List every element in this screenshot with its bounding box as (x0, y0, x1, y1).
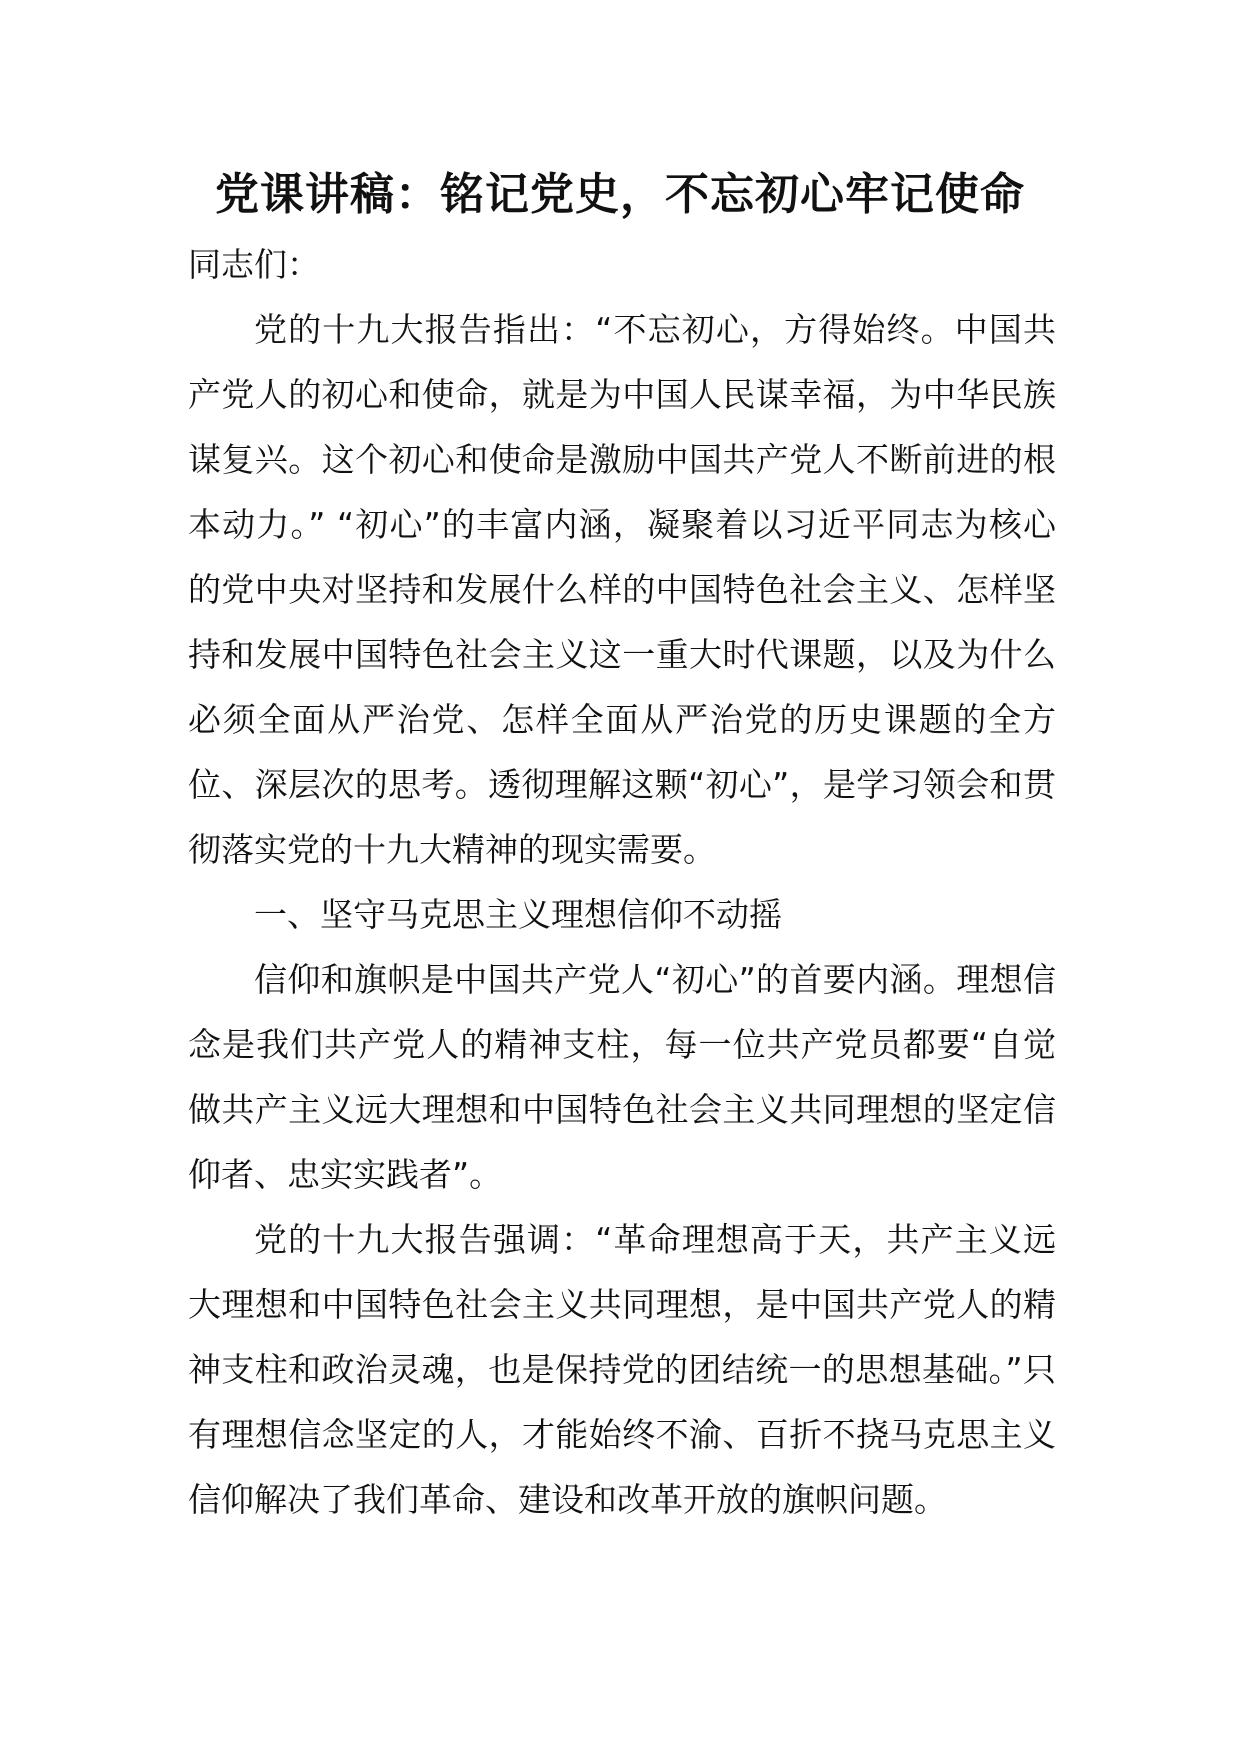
page-title: 党课讲稿：铭记党史，不忘初心牢记使命 (215, 169, 1025, 220)
paragraph: 党的十九大报告强调：“革命理想高于天，共产主义远大理想和中国特色社会主义共同理想，是中国共产党人的精神支柱和政治灵魂，也是保持党的团结统一的思想基础。”只有理想信念坚定的人，才能始终不渝、百折不挠马克思主义信仰解决了我们革命、建设和改革开放的旗帜问题。 (188, 1220, 1056, 1519)
document-body (188, 232, 1056, 1532)
salutation: 同志们： (188, 245, 320, 284)
paragraph: 党的十九大报告指出：“不忘初心，方得始终。中国共产党人的初心和使命，就是为中国人民谋幸福，为中华民族谋复兴。这个初心和使命是激励中国共产党人不断前进的根本动力。” “初心”的丰富内涵，凝聚着以习近平同志为核心的党中央对坚持和发展什么样的中国特色社会主义、怎样坚持和发展中国特色社会主义这一重大时代课题，以及为什么必须全面从严治党、怎样全面从严治党的历史课题的全方位、深层次的思考。透彻理解这颗“初心”，是学习领会和贯彻落实党的十九大精神的现实需要。 (188, 310, 1056, 869)
paragraph: 信仰和旗帜是中国共产党人“初心”的首要内涵。理想信念是我们共产党人的精神支柱，每一位共产党员都要“自觉做共产主义远大理想和中国特色社会主义共同理想的坚定信仰者、忠实实践者”。 (188, 960, 1056, 1194)
section-heading: 一、坚守马克思主义理想信仰不动摇 (254, 895, 782, 934)
